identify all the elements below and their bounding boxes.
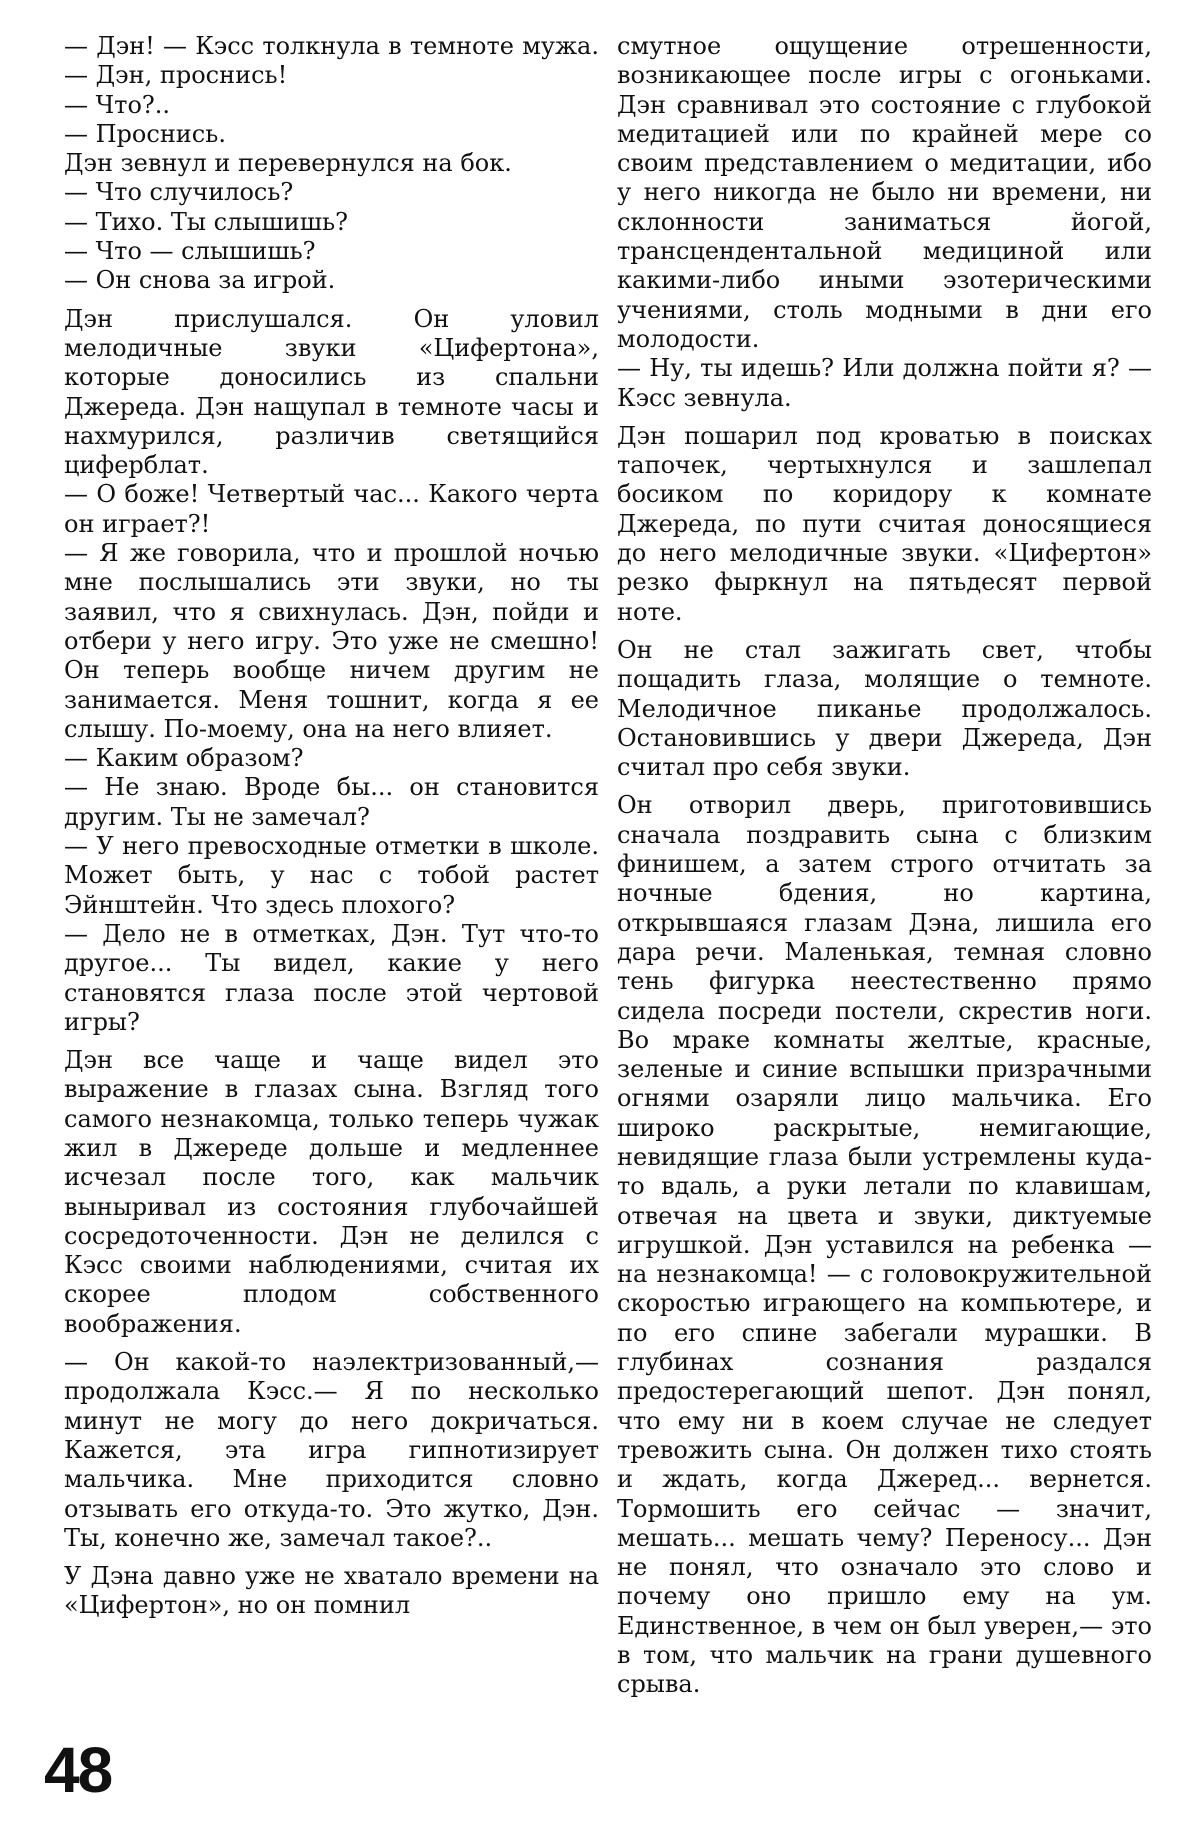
right-text-column <box>617 32 1152 1700</box>
paragraph: Он не стал зажигать свет, чтобы пощадить глаза, молящие о темноте. Мелодичное пиканье продолжалось. Остановившись у двери Джереда, Дэн считал про себя звуки. <box>617 635 1152 782</box>
paragraph: — Что случилось? <box>64 178 294 207</box>
paragraph: — Что?.. <box>64 90 171 119</box>
paragraph: Дэн зевнул и перевернулся на бок. <box>64 149 512 178</box>
paragraph: У Дэна давно уже не хватало времени на «Цифертон», но он помнил <box>64 1562 599 1620</box>
paragraph: — Дэн! — Кэсс толкнула в темноте мужа.— Дэн, проснись! <box>64 32 599 90</box>
paragraph: — Дело не в отметках, Дэн. Тут что-то другое... Ты видел, какие у него становятся глаза после этой чертовой игры? <box>64 919 599 1036</box>
paragraph: — О боже! Четвертый час... Какого черта он играет?! <box>64 480 599 538</box>
paragraph: Дэн все чаще и чаще видел это выражение в глазах сына. Взгляд того самого незнакомца, только теперь чужак жил в Джереде дольше и медленнее исчезал после того, как мальчик выныривал из состояния глубочайшей сосредоточенности. Дэн не делился с Кэсс своими наблюдениями, считая их скорее плодом собственного воображения. <box>64 1046 599 1338</box>
paragraph: смутное ощущение отрешенности, возникающее после игры с огоньками. Дэн сравнивал это состояние с глубокой медитацией или по крайней мере со своим представлением о медитации, ибо у него никогда не было ни времени, ни склонности заниматься йогой, трансцендентальной медициной или какими-либо иными эзотерическими учениями, столь модными в дни его молодости. <box>617 32 1152 353</box>
paragraph: — Он снова за игрой. <box>64 266 336 295</box>
paragraph: — Ну, ты идешь? Или должна пойти я? — Кэсс зевнула. <box>617 354 1152 412</box>
page-number: 48 <box>44 1734 112 1806</box>
paragraph: Он отворил дверь, приготовившись сначала поздравить сына с близким финишем, а затем строго отчитать за ночные бдения, но картина, открывшаяся глазам Дэна, лишила его дара речи. Маленькая, темная словно тень фигурка неестественно прямо сидела посреди постели, скрестив ноги. Во мраке комнаты желтые, красные, зеленые и синие вспышки призрачными огнями озаряли лицо мальчика. Его широко раскрытые, немигающие, невидящие глаза были устремлены куда-то вдаль, а руки летали по клавишам, отвечая на цвета и звуки, диктуемые игрушкой. Дэн уставился на ребенка — на незнакомца! — с головокружительной скоростью играющего на компьютере, и по его спине забегали мурашки. В глубинах сознания раздался предостерегающий шепот. Дэн понял, что ему ни в коем случае не следует тревожить сына. Он должен тихо стоять и ждать, когда Джеред... вернется. Тормошить его сейчас — значит, мешать... мешать чему? Переносу... Дэн не понял, что означало это слово и почему оно пришло ему на ум. Единственное, в чем он был уверен,— это в том, что мальчик на грани душевного срыва. <box>617 791 1152 1699</box>
paragraph: — Что — слышишь? <box>64 237 316 266</box>
paragraph: Дэн прислушался. Он уловил мелодичные звуки «Цифертона», которые доносились из спальни Джереда. Дэн нащупал в темноте часы и нахмурился, различив светящийся циферблат. <box>64 304 599 480</box>
paragraph: — Не знаю. Вроде бы... он становится другим. Ты не замечал? <box>64 773 599 831</box>
left-text-column <box>64 32 599 1621</box>
paragraph: Дэн пошарил под кроватью в поисках тапочек, чертыхнулся и зашлепал босиком по коридору к комнате Джереда, по пути считая доносящиеся до него мелодичные звуки. «Цифертон» резко фыркнул на пятьдесят первой ноте. <box>617 421 1152 626</box>
paragraph: — Он какой-то наэлектризованный,— продолжала Кэсс.— Я по несколько минут не могу до него докричаться. Кажется, эта игра гипнотизирует мальчика. Мне приходится словно отзывать его откуда-то. Это жутко, Дэн. Ты, конечно же, замечал такое?.. <box>64 1348 599 1552</box>
paragraph: — Проснись. <box>64 119 226 148</box>
paragraph: — Я же говорила, что и прошлой ночью мне послышались эти звуки, но ты заявил, что я свихнулась. Дэн, пойди и отбери у него игру. Это уже не смешно! Он теперь вообще ничем другим не занимается. Меня тошнит, когда я ее слышу. По-моему, она на него влияет. <box>64 539 599 743</box>
paragraph: — У него превосходные отметки в школе. Может быть, у нас с тобой растет Эйнштейн. Что здесь плохого? <box>64 832 599 919</box>
paragraph: — Каким образом? <box>64 744 304 773</box>
paragraph: — Тихо. Ты слышишь? <box>64 207 348 236</box>
